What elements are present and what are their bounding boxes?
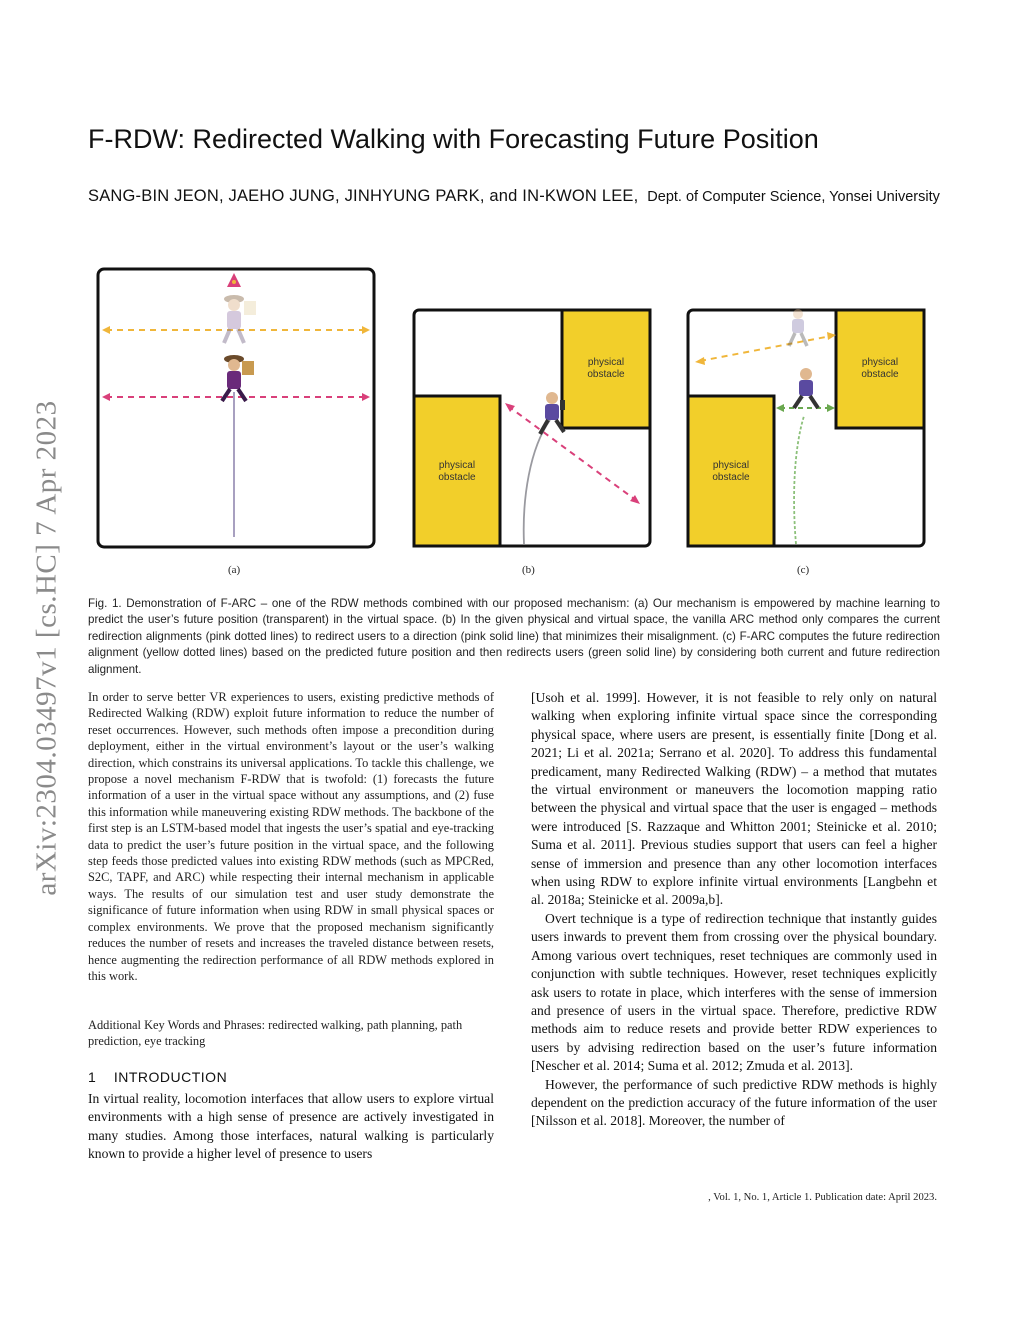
obstacle-label-line2: obstacle bbox=[438, 472, 476, 483]
figure-panel-c bbox=[686, 308, 926, 548]
panel-label-b: (b) bbox=[522, 564, 535, 576]
panel-label-a: (a) bbox=[228, 564, 241, 576]
section-title: INTRODUCTION bbox=[113, 1069, 228, 1085]
figure-1 bbox=[88, 260, 948, 590]
author-affiliation: Dept. of Computer Science, Yonsei University bbox=[647, 189, 940, 205]
figure-caption: Fig. 1. Demonstration of F-ARC – one of the RDW methods combined with our proposed mechanism: (a) Our mechanism is empowered by machine learning to predict the user’s future position (transparent) in the virtual space. (b) In the given physical and virtual space, the vanilla ARC method only compares the current redirection alignments (pink dotted lines) to redirect users to a direction (pink solid line) that minimizes their misalignment. (c) F-ARC computes the future redirection alignment (yellow dotted lines) based on the predicted future position and then redirects users (green solid line) by considering both current and future redirection alignment. bbox=[88, 597, 940, 676]
page-footer: , Vol. 1, No. 1, Article 1. Publication date: April 2023. bbox=[708, 1192, 937, 1203]
panel-label-c: (c) bbox=[797, 564, 810, 576]
figure-panel-b bbox=[412, 308, 652, 548]
arxiv-stamp-text: arXiv:2304.03497v1 [cs.HC] 7 Apr 2023 bbox=[30, 399, 63, 896]
author-block bbox=[88, 183, 948, 210]
intro-paragraph: Overt technique is a type of redirection technique that instantly guides users inwards to prevent them from crossing over the physical boundary. Among various overt techniques, reset techniques are commonly used in conjunction with subtle techniques. However, reset techniques explicitly ask users to rotate in place, which interferes with the sense of immersion and presence of users in the virtual space. Therefore, predictive RDW methods aim to reduce resets and provide better RDW experiences to users by advising redirection based on the user’s future information [Nescher et al. 2014; Suma et al. 2012; Zmuda et al. 2013]. bbox=[531, 910, 937, 1074]
obstacle-label-line2: obstacle bbox=[712, 472, 750, 483]
panel-a-frame bbox=[98, 269, 374, 547]
section-number: 1 bbox=[88, 1069, 97, 1085]
arxiv-stamp bbox=[22, 365, 72, 930]
paper-title: F-RDW: Redirected Walking with Forecasting Future Position bbox=[88, 124, 819, 154]
intro-paragraph-left: In virtual reality, locomotion interfaces that allow users to explore virtual environments with a high sense of presence are actively investigated in many studies. Among those interfaces, natural walking is particularly known to provide a higher level of presence to users bbox=[88, 1091, 494, 1162]
obstacle-label-line2: obstacle bbox=[587, 369, 625, 380]
obstacle-label-line1: physical bbox=[861, 357, 899, 368]
author-names: SANG-BIN JEON, JAEHO JUNG, JINHYUNG PARK, and IN-KWON LEE, bbox=[88, 187, 639, 205]
keywords: Additional Key Words and Phrases: redirected walking, path planning, path prediction, eye tracking bbox=[88, 1018, 463, 1049]
abstract: In order to serve better VR experiences to users, existing predictive methods of Redirected Walking (RDW) exploit future information to reduce the number of reset occurrences. However, such methods often impose a precondition during deployment, either in the virtual environment’s layout or the user’s walking direction, which constrains its universal applications. To tackle this challenge, we propose a novel mechanism F-RDW that is twofold: (1) forecasts the future information of a user in the virtual space without any assumptions, and (2) fuse this information while maneuvering existing RDW methods. The backbone of the first step is an LSTM-based model that ingests the user’s spatial and eye-tracking data to predict the user’s future position in the virtual space, and the following step feeds those predicted values into existing RDW methods (such as MPCRed, S2C, TAPF, and ARC) while respecting their internal mechanism in applicable ways. The results of our simulation test and user study demonstrate the significance of future information when using RDW in small physical spaces or complex environments. We prove that the proposed mechanism significantly reduces the number of resets and increases the traveled distance between resets, hence augmenting the redirection performance of all RDW methods explored in this work. bbox=[88, 690, 494, 983]
obstacle-bottom-left bbox=[688, 396, 774, 546]
right-column bbox=[531, 689, 937, 1131]
section-heading bbox=[88, 1069, 227, 1085]
obstacle-bottom-left bbox=[414, 396, 500, 546]
intro-paragraph: However, the performance of such predictive RDW methods is highly dependent on the prediction accuracy of the future information of the user [Nilsson et al. 2018]. Moreover, the number of bbox=[531, 1076, 937, 1129]
obstacle-label-line1: physical bbox=[438, 460, 476, 471]
figure-panel-a bbox=[96, 267, 376, 549]
obstacle-label-line1: physical bbox=[712, 460, 750, 471]
obstacle-label-line1: physical bbox=[587, 357, 625, 368]
intro-paragraph: [Usoh et al. 1999]. However, it is not feasible to rely only on natural walking when exploring infinite virtual space since the corresponding physical space, where users are present, is essentially finite [Dong et al. 2021; Li et al. 2021a; Serrano et al. 2020]. To address this fundamental predicament, many Redirected Walking (RDW) – a method that mutates the virtual environment or maneuvers the locomotion mapping ratio between the physical and virtual space that the user is engaged – methods were introduced [S. Razzaque and Whitton 2001; Steinicke et al. 2010; Suma et al. 2011]. Previous studies support that users can feel a higher sense of immersion and presence than any other locomotion interfaces when using RDW to explore infinite virtual environments [Langbehn et al. 2018a; Steinicke et al. 2009a,b]. bbox=[531, 690, 937, 908]
obstacle-label-line2: obstacle bbox=[861, 369, 899, 380]
